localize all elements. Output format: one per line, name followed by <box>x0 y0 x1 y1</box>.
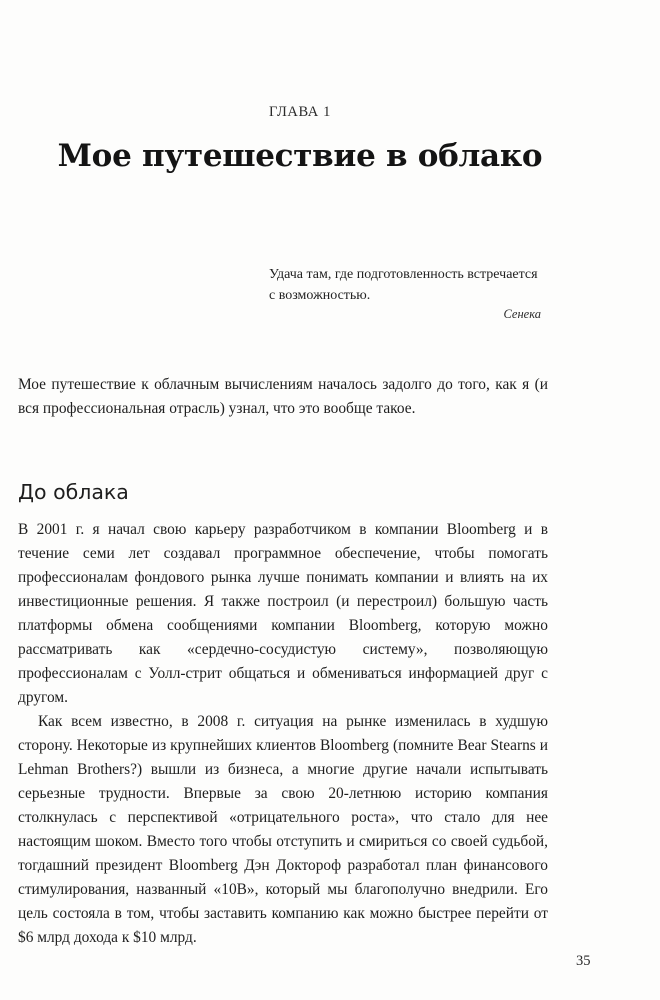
section-heading: До облака <box>18 480 129 504</box>
body-paragraph: В 2001 г. я начал свою карьеру разработчиком в компании Bloomberg и в течение семи лет создавал программное обеспечение, чтобы помогать профессионалам фондового рынка лучше понимать компании и влиять на их инвестиционные решения. Я также построил (и перестроил) большую часть платформы обмена сообщениями компании Bloomberg, которую можно рассматривать как «сердечно-сосудистую систему», позволяющую профессионалам с Уолл-стрит общаться и обмениваться информацией друг с другом. <box>18 521 548 706</box>
page-number: 35 <box>576 953 591 969</box>
epigraph-author: Сенека <box>503 307 541 321</box>
section-body <box>18 518 548 950</box>
chapter-label: ГЛАВА 1 <box>269 104 331 120</box>
body-paragraph: Как всем известно, в 2008 г. ситуация на рынке изменилась в худшую сторону. Некоторые из крупнейших клиентов Bloomberg (помните Bear Stearns и Lehman Brothers?) вышли из бизнеса, а многие другие начали испытывать серьезные трудности. Впервые за свою 20-летнюю историю компания столкнулась с перспективой «отрицательного роста», что стало для нее настоящим шоком. Вместо того чтобы отступить и смириться со своей судьбой, тогдашний президент Bloomberg Дэн Доктороф разработал план финансового стимулирования, названный «10B», который мы благополучно внедрили. Его цель состояла в том, чтобы заставить компанию как можно быстрее перейти от $6 млрд дохода к $10 млрд. <box>18 713 548 946</box>
chapter-title: Мое путешествие в облако <box>57 138 543 174</box>
epigraph-quote: Удача там, где подготовленность встречается с возможностью. <box>269 267 538 303</box>
intro-paragraph: Мое путешествие к облачным вычислениям началось задолго до того, как я (и вся профессиональная отрасль) узнал, что это вообще такое. <box>18 376 548 417</box>
